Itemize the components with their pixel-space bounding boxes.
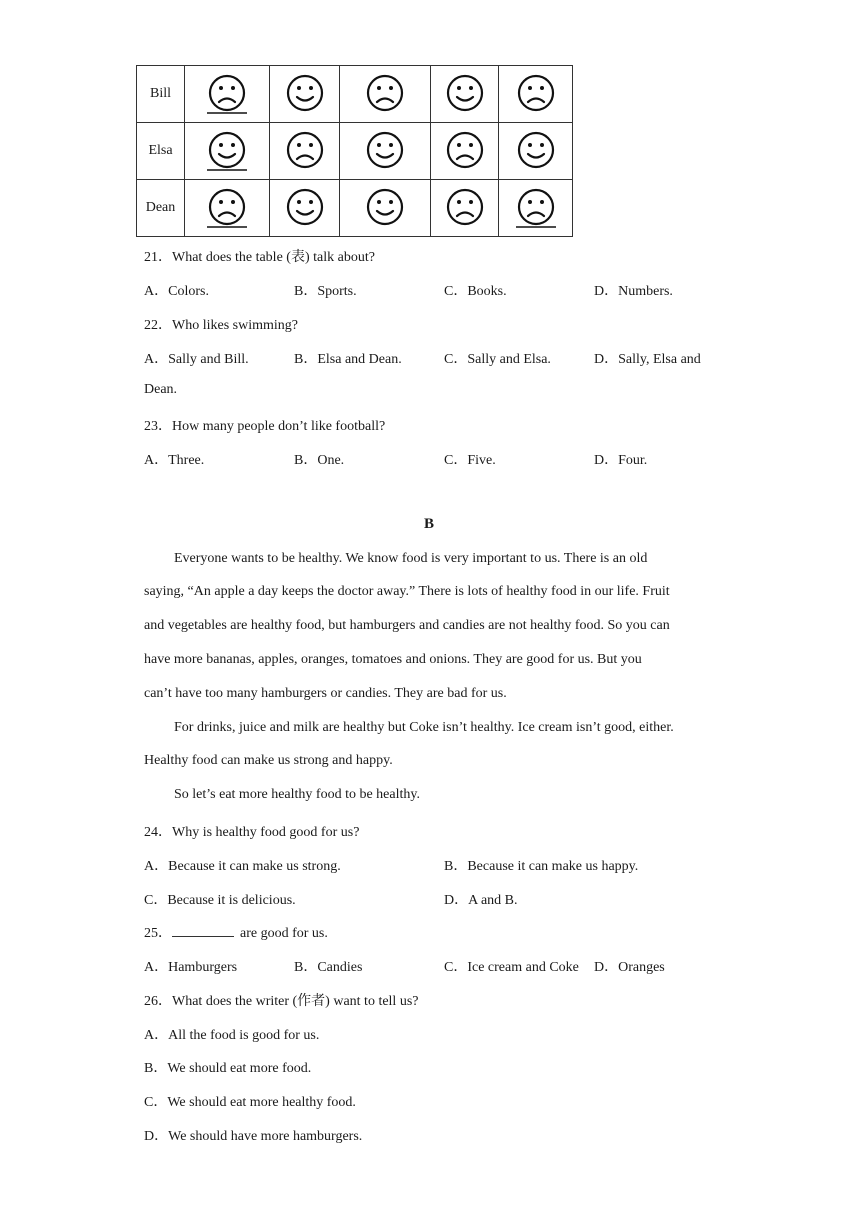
- passage-line: Healthy food can make us strong and happy.: [144, 753, 393, 768]
- face-cell: [340, 123, 431, 180]
- face-cell: [185, 123, 270, 180]
- sad-face-icon: [285, 130, 325, 172]
- q23-option-c[interactable]: C．Five.: [444, 453, 496, 468]
- face-cell: [431, 180, 499, 237]
- q26-option-d[interactable]: D．We should have more hamburgers.: [144, 1129, 363, 1144]
- face-cell: [270, 180, 340, 237]
- smiley-face-icon: [445, 73, 485, 115]
- q26-option-a[interactable]: A．All the food is good for us.: [144, 1028, 320, 1043]
- question-23: 23．How many people don’t like football?: [144, 419, 386, 434]
- smiley-face-icon: [207, 130, 247, 172]
- face-cell: [270, 66, 340, 123]
- q22-option-c[interactable]: C．Sally and Elsa.: [444, 352, 551, 367]
- smiley-face-icon: [365, 130, 405, 172]
- q26-option-c[interactable]: C．We should eat more healthy food.: [144, 1095, 356, 1110]
- q25-option-b[interactable]: B．Candies: [294, 960, 363, 975]
- passage-line: Everyone wants to be healthy. We know food is very important to us. There is an old: [174, 551, 648, 566]
- q26-option-b[interactable]: B．We should eat more food.: [144, 1061, 312, 1076]
- passage-line: have more bananas, apples, oranges, tomatoes and onions. They are good for us. But you: [144, 652, 642, 667]
- passage-line: saying, “An apple a day keeps the doctor away.” There is lots of healthy food in our life. Fruit: [144, 584, 670, 599]
- face-cell: [185, 180, 270, 237]
- q23-option-d[interactable]: D．Four.: [594, 453, 648, 468]
- face-cell: [499, 180, 573, 237]
- q21-option-c[interactable]: C．Books.: [444, 284, 507, 299]
- passage-line: can’t have too many hamburgers or candies. They are bad for us.: [144, 686, 507, 701]
- q25-option-a[interactable]: A．Hamburgers: [144, 960, 238, 975]
- row-name: Elsa: [137, 123, 185, 180]
- row-name: Dean: [137, 180, 185, 237]
- table-row: [137, 180, 573, 237]
- q25-option-c[interactable]: C．Ice cream and Coke: [444, 960, 579, 975]
- question-22: 22．Who likes swimming?: [144, 318, 298, 333]
- smiley-face-icon: [516, 130, 556, 172]
- smiley-face-icon: [365, 187, 405, 229]
- q24-option-c[interactable]: C．Because it is delicious.: [144, 893, 296, 908]
- sad-face-icon: [516, 73, 556, 115]
- face-cell: [431, 66, 499, 123]
- smiley-face-icon: [285, 187, 325, 229]
- q21-option-a[interactable]: A．Colors.: [144, 284, 209, 299]
- face-cell: [270, 123, 340, 180]
- q24-option-d[interactable]: D．A and B.: [444, 893, 518, 908]
- sad-face-icon: [445, 187, 485, 229]
- sad-face-icon: [207, 73, 247, 115]
- face-cell: [340, 66, 431, 123]
- question-25-number: 25．: [144, 926, 172, 941]
- question-21: 21．What does the table (表) talk about?: [144, 250, 375, 265]
- q22-option-b[interactable]: B．Elsa and Dean.: [294, 352, 402, 367]
- sad-face-icon: [365, 73, 405, 115]
- q24-option-a[interactable]: A．Because it can make us strong.: [144, 859, 341, 874]
- smiley-face-icon: [285, 73, 325, 115]
- q21-option-d[interactable]: D．Numbers.: [594, 284, 673, 299]
- preference-table: [136, 65, 573, 237]
- q22-option-d[interactable]: D．Sally, Elsa and: [594, 352, 701, 367]
- passage-line: So let’s eat more healthy food to be healthy.: [174, 787, 420, 802]
- question-25: [144, 922, 328, 942]
- sad-face-icon: [445, 130, 485, 172]
- question-24: 24．Why is healthy food good for us?: [144, 825, 360, 840]
- face-cell: [499, 66, 573, 123]
- q22-option-d-continued: Dean.: [144, 382, 178, 397]
- q21-option-b[interactable]: B．Sports.: [294, 284, 357, 299]
- table-row: [137, 66, 573, 123]
- question-26: 26．What does the writer (作者) want to tell us?: [144, 994, 419, 1009]
- q25-option-d[interactable]: D．Oranges: [594, 960, 665, 975]
- row-name: Bill: [137, 66, 185, 123]
- answer-blank[interactable]: [172, 924, 234, 937]
- sad-face-icon: [516, 187, 556, 229]
- q23-option-b[interactable]: B．One.: [294, 453, 345, 468]
- question-25-text: are good for us.: [240, 926, 328, 941]
- face-cell: [499, 123, 573, 180]
- face-cell: [340, 180, 431, 237]
- q23-option-a[interactable]: A．Three.: [144, 453, 205, 468]
- face-cell: [185, 66, 270, 123]
- section-heading-b: B: [424, 516, 435, 532]
- sad-face-icon: [207, 187, 247, 229]
- q22-option-a[interactable]: A．Sally and Bill.: [144, 352, 249, 367]
- face-cell: [431, 123, 499, 180]
- q24-option-b[interactable]: B．Because it can make us happy.: [444, 859, 639, 874]
- passage-line: For drinks, juice and milk are healthy but Coke isn’t healthy. Ice cream isn’t good, either.: [174, 720, 674, 735]
- passage-line: and vegetables are healthy food, but hamburgers and candies are not healthy food. So you can: [144, 618, 670, 633]
- table-row: [137, 123, 573, 180]
